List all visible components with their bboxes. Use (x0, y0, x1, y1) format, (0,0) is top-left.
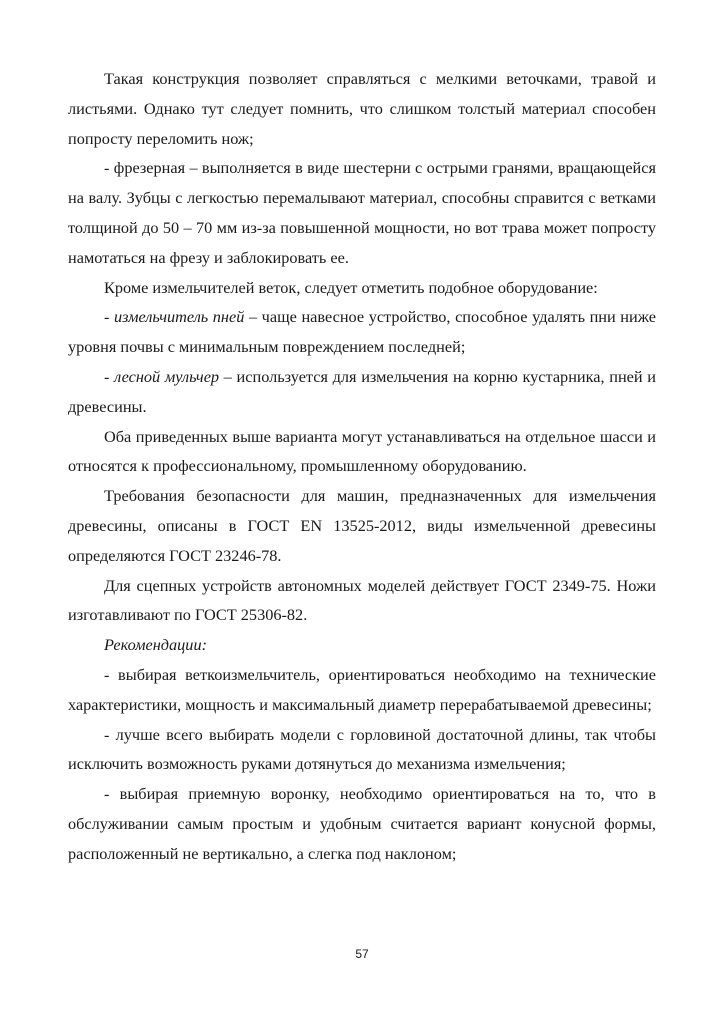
italic-heading: Рекомендации: (104, 635, 208, 655)
paragraph-text: Такая конструкция позволяет справляться с мелкими веточками, травой и листьями. Однако тут следует помнить, что слишком толстый материал способен попросту переломить нож; (68, 69, 656, 148)
page-number: 57 (355, 947, 369, 961)
paragraph (68, 273, 656, 303)
paragraph-text: Оба приведенных выше варианта могут устанавливаться на отдельное шасси и относятся к профессиональному, промышленному оборудованию. (68, 426, 656, 476)
list-dash: - (104, 366, 115, 386)
list-item (68, 779, 656, 868)
list-item (68, 660, 656, 720)
paragraph-text: - фрезерная – выполняется в виде шестерни с острыми гранями, вращающейся на валу. Зубцы с легкостью перемалывают материал, способны справится с ветками толщиной до 50 – 70 мм из-за повышенной мощности, но вот трава может попросту намотаться на фрезу и заблокировать ее. (68, 158, 656, 267)
list-item (68, 720, 656, 780)
body-text (68, 64, 656, 869)
paragraph (68, 481, 656, 570)
section-heading (68, 630, 656, 660)
paragraph (68, 153, 656, 272)
paragraph (68, 64, 656, 153)
paragraph (68, 571, 656, 631)
list-dash: - (104, 307, 115, 327)
list-item (68, 362, 656, 422)
paragraph-text: - лучше всего выбирать модели с горловиной достаточной длины, так чтобы исключить возможность руками дотянуться до механизма измельчения; (68, 724, 656, 774)
paragraph-text: Для сцепных устройств автономных моделей действует ГОСТ 2349-75. Ножи изготавливают по ГОСТ 25306-82. (68, 575, 656, 625)
paragraph-text: Требования безопасности для машин, предназначенных для измельчения древесины, описаны в ГОСТ EN 13525-2012, виды измельченной древесины определяются ГОСТ 23246-78. (68, 486, 656, 565)
paragraph-text: - выбирая приемную воронку, необходимо ориентироваться на то, что в обслуживании самым простым и удобным считается вариант конусной формы, расположенный не вертикально, а слегка под наклоном; (68, 784, 656, 863)
italic-term: измельчитель пней (114, 307, 245, 327)
paragraph (68, 422, 656, 482)
list-item (68, 302, 656, 362)
paragraph-text: - выбирая веткоизмельчитель, ориентироваться необходимо на технические характеристики, мощность и максимальный диаметр перерабатываемой древесины; (68, 664, 656, 714)
paragraph-text: – чаще навесное устройство, способное удалять пни ниже уровня почвы с минимальным повреждением последней; (68, 307, 656, 357)
italic-term: лесной мульчер (114, 366, 220, 386)
paragraph-text: Кроме измельчителей веток, следует отметить подобное оборудование: (104, 277, 598, 297)
paragraph-text: – используется для измельчения на корню кустарника, пней и древесины. (68, 366, 656, 416)
